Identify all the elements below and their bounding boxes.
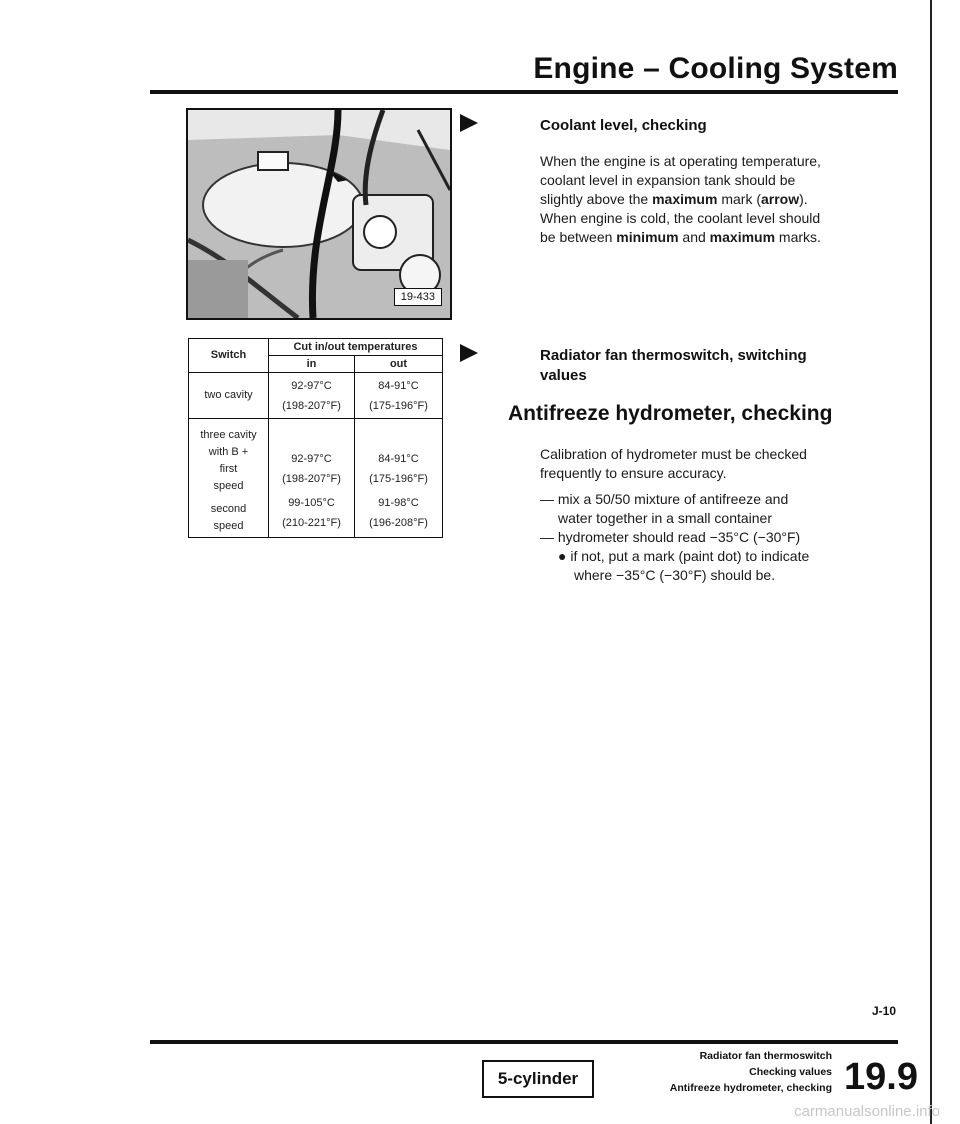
footer-rule (150, 1040, 898, 1044)
figure-tag: 19-433 (394, 288, 442, 306)
table-cell (189, 419, 269, 538)
antifreeze-line: frequently to ensure accuracy. (540, 465, 727, 481)
text-run: slightly above the (540, 191, 653, 207)
table-cell (269, 419, 355, 538)
coolant-paragraph (540, 152, 880, 247)
step-line: where −35°C (−30°F) should be. (574, 567, 776, 583)
thermoswitch-table (188, 338, 443, 538)
step-line: — hydrometer should read −35°C (−30°F) (540, 529, 801, 545)
footer-topic: Radiator fan thermoswitch (699, 1050, 832, 1062)
temp-value: 92-97°C (291, 453, 332, 465)
table-header-switch: Switch (189, 339, 269, 373)
text-run: mark ( (717, 191, 761, 207)
text-run: and (678, 229, 710, 245)
text-run-bold: maximum (709, 229, 776, 245)
table-cell (355, 373, 443, 419)
text-run-bold: arrow (761, 191, 800, 207)
chapter-number: 19.9 (844, 1056, 918, 1098)
temp-value: (210-221°F) (282, 517, 341, 529)
step-line: water together in a small container (558, 510, 772, 526)
table-header-cut: Cut in/out temperatures (269, 339, 443, 356)
switch-label: speed (213, 520, 244, 532)
coolant-line: coolant level in expansion tank should be (540, 172, 796, 188)
watermark: carmanualsonline.info (794, 1103, 940, 1120)
footer-topic: Checking values (749, 1066, 832, 1078)
temp-value: 84-91°C (378, 379, 419, 392)
radiator-heading-line: values (540, 367, 587, 384)
pointer-arrow-icon (460, 114, 478, 132)
temp-value: 91-98°C (378, 497, 419, 509)
coolant-line: When the engine is at operating temperature, (540, 153, 821, 169)
step-line: ● if not, put a mark (paint dot) to indicate (558, 548, 810, 564)
step-line: — mix a 50/50 mixture of antifreeze and (540, 491, 789, 507)
header-rule (150, 90, 898, 94)
switch-label: three cavity (200, 429, 257, 441)
temp-value: 99-105°C (288, 497, 335, 509)
antifreeze-paragraph (540, 445, 880, 483)
section-tag: 5-cylinder (482, 1060, 594, 1098)
antifreeze-heading: Antifreeze hydrometer, checking (508, 402, 833, 425)
antifreeze-line: Calibration of hydrometer must be checked (540, 446, 807, 462)
antifreeze-steps (540, 490, 890, 585)
switch-label: first (219, 463, 238, 475)
switch-label: with B + (208, 446, 249, 458)
table-cell (269, 373, 355, 419)
temp-value: 84-91°C (378, 453, 419, 465)
thermoswitch-table-wrapper (188, 338, 443, 538)
coolant-line (540, 228, 880, 247)
switch-label: speed (213, 480, 244, 492)
table-cell: two cavity (189, 373, 269, 419)
radiator-heading-line: Radiator fan thermoswitch, switching (540, 347, 807, 364)
temp-value: (198-207°F) (282, 473, 341, 485)
table-header-out: out (355, 356, 443, 373)
right-margin-line (930, 0, 932, 1124)
temp-value: (198-207°F) (282, 399, 341, 412)
temp-value: (175-196°F) (369, 473, 428, 485)
table-cell (355, 419, 443, 538)
switch-label: second (210, 503, 247, 515)
page-title: Engine – Cooling System (533, 52, 898, 85)
coolant-heading: Coolant level, checking (540, 117, 707, 134)
footer-topics (670, 1048, 832, 1096)
text-run: ). (799, 191, 808, 207)
engine-bay-photo (186, 108, 452, 320)
engine-photo-illustration (188, 110, 450, 318)
table-header-in: in (269, 356, 355, 373)
coolant-line (540, 190, 880, 209)
coolant-line: When engine is cold, the coolant level should (540, 210, 821, 226)
temp-value: (175-196°F) (369, 399, 428, 412)
text-run: be between (540, 229, 617, 245)
text-run-bold: minimum (616, 229, 679, 245)
temp-value: (196-208°F) (369, 517, 428, 529)
page-number: J-10 (871, 1004, 896, 1018)
footer-topic: Antifreeze hydrometer, checking (669, 1082, 832, 1094)
pointer-arrow-icon (460, 344, 478, 362)
radiator-heading (540, 346, 807, 386)
temp-value: 92-97°C (291, 379, 332, 392)
text-run: marks. (775, 229, 821, 245)
text-run-bold: maximum (652, 191, 718, 207)
